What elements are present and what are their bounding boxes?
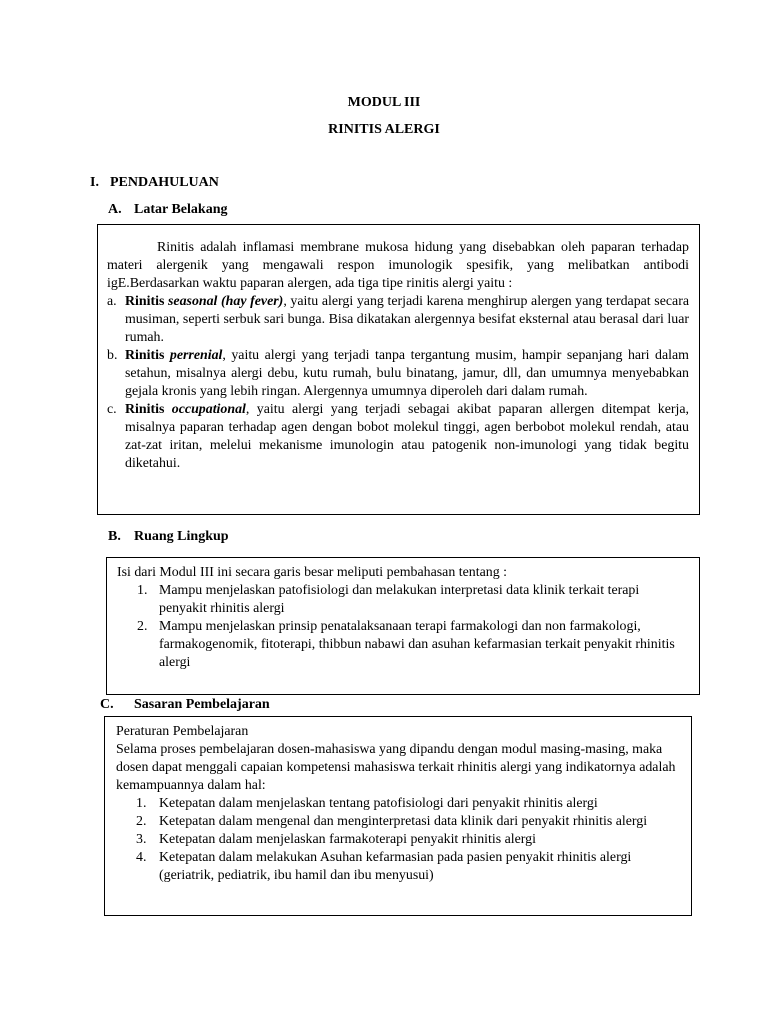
item-text: Mampu menjelaskan patofisiologi dan melakukan interpretasi data klinik terkait terapi penyakit rhinitis alergi <box>159 583 640 616</box>
item-term: Rinitis <box>125 348 165 363</box>
item-marker: a. <box>107 294 117 309</box>
ruang-lingkup-intro: Isi dari Modul III ini secara garis besar meliputi pembahasan tentang : <box>117 565 507 580</box>
item-type: seasonal (hay fever) <box>168 294 284 309</box>
item-marker: b. <box>107 348 118 363</box>
ruang-lingkup-item <box>117 618 689 672</box>
module-number: MODUL III <box>347 95 421 110</box>
item-term: Rinitis <box>125 402 165 417</box>
sasaran-item <box>116 795 681 813</box>
latar-belakang-intro: Rinitis adalah inflamasi membrane mukosa hidung yang disebabkan oleh paparan terhadap materi alergenik yang mengawali respon imunologik spesifik, yang melibatkan antibodi igE.Berdasarkan waktu paparan alergen, ada tiga tipe rinitis alergi yaitu : <box>107 240 689 291</box>
rinitis-type-item <box>107 401 689 473</box>
item-text: Mampu menjelaskan prinsip penatalaksanaan terapi farmakologi dan non farmakologi, farmakogenomik, fitoterapi, thibbun nabawi dan asuhan kefarmasian terkait penyakit rhinitis alergi <box>159 619 675 670</box>
ruang-lingkup-box <box>106 557 700 695</box>
ruang-lingkup-item <box>117 582 689 618</box>
sasaran-intro: Selama proses pembelajaran dosen-mahasiswa yang dipandu dengan modul masing-masing, maka dosen dapat menggali capaian kompetensi mahasiswa terkait rhinitis alergi yang indikatornya adalah kemampuannya dalam hal: <box>116 742 676 793</box>
sasaran-list <box>116 795 681 885</box>
rinitis-type-list <box>107 293 689 473</box>
rinitis-type-item <box>107 293 689 347</box>
subsection-c-heading <box>100 696 270 714</box>
item-marker: 1. <box>137 583 148 598</box>
item-marker: 2. <box>137 619 148 634</box>
sasaran-item <box>116 849 681 885</box>
item-description: , yaitu alergi yang terjadi tanpa tergantung musim, hampir sepanjang hari dalam setahun, misalnya alergi debu, kutu rumah, bulu binatang, jamur, dll, dan umumnya menyebabkan gejala kronis yang lebih ringan. Alergennya umumnya diperoleh dari dalam rumah. <box>125 348 689 399</box>
section-heading <box>90 174 219 192</box>
item-type: occupational <box>171 402 246 417</box>
item-text: Ketepatan dalam menjelaskan farmakoterapi penyakit rhinitis alergi <box>159 832 536 847</box>
item-marker: 1. <box>136 796 147 811</box>
subsection-b-heading <box>108 528 229 546</box>
subsection-b-letter: B. <box>108 529 121 544</box>
sasaran-pembelajaran-box <box>104 716 692 916</box>
ruang-lingkup-list <box>117 582 689 672</box>
section-number: I. <box>90 175 99 190</box>
latar-belakang-box <box>97 224 700 515</box>
rinitis-type-item <box>107 347 689 401</box>
sasaran-item <box>116 813 681 831</box>
subsection-c-title: Sasaran Pembelajaran <box>134 697 270 712</box>
item-marker: 3. <box>136 832 147 847</box>
item-description: , yaitu alergi yang terjadi sebagai akibat paparan allergen ditempat kerja, misalnya paparan terhadap agen dengan bobot molekul tinggi, agen berbobot molekul rendah, atau zat-zat iritan, melelui mekanisme imunologin atau patogenik non-imunologi yang tidak begitu diketahui. <box>125 402 689 471</box>
subsection-a-heading <box>108 201 228 219</box>
page-title: RINITIS ALERGI <box>328 122 440 137</box>
item-text: Ketepatan dalam menjelaskan tentang patofisiologi dari penyakit rhinitis alergi <box>159 796 598 811</box>
sasaran-heading: Peraturan Pembelajaran <box>116 724 249 739</box>
item-marker: c. <box>107 402 117 417</box>
item-description: , yaitu alergi yang terjadi karena menghirup alergen yang terdapat secara musiman, seperti serbuk sari bunga. Bisa dikatakan alergennya besifat eksternal atau berasal dari luar rumah. <box>125 294 689 345</box>
subsection-b-title: Ruang Lingkup <box>134 529 229 544</box>
subsection-c-letter: C. <box>100 697 114 712</box>
subsection-a-letter: A. <box>108 202 122 217</box>
item-type: perrenial <box>169 348 223 363</box>
section-title: PENDAHULUAN <box>110 175 219 190</box>
item-marker: 4. <box>136 850 147 865</box>
item-term: Rinitis <box>125 294 165 309</box>
item-text: Ketepatan dalam mengenal dan menginterpretasi data klinik dari penyakit rhinitis alergi <box>159 814 648 829</box>
sasaran-item <box>116 831 681 849</box>
subsection-a-title: Latar Belakang <box>134 202 228 217</box>
item-text: Ketepatan dalam melakukan Asuhan kefarmasian pada pasien penyakit rhinitis alergi (geriatrik, pediatrik, ibu hamil dan ibu menyusui) <box>159 850 632 883</box>
item-marker: 2. <box>136 814 147 829</box>
